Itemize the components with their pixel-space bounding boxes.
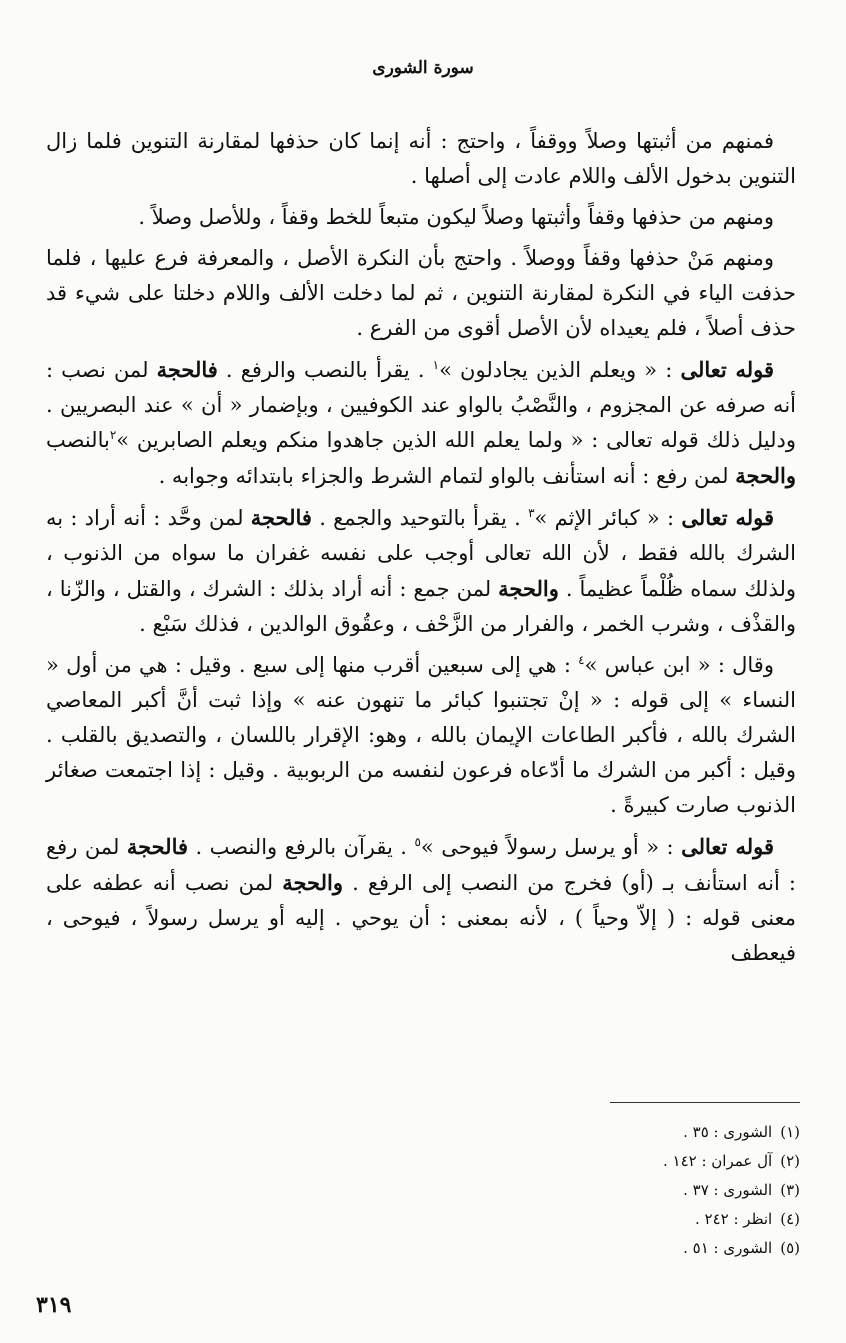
text-span: لمن وحَّد : أنه أراد : — [70, 506, 244, 530]
footnotes — [500, 1118, 800, 1263]
footnote-text: الشورى : ٣٥ . — [683, 1123, 773, 1141]
text-span: لمن نصب أنه عطفه على معنى — [46, 871, 796, 930]
paragraph-3 — [46, 241, 796, 346]
keyword-qawluhu-taala: قوله تعالى — [681, 834, 774, 859]
paragraph-4 — [46, 352, 796, 494]
text-span: لمن رفع : — [46, 835, 796, 895]
keyword-hujja: والحجة — [282, 870, 343, 895]
keyword-hujja: فالحجة — [250, 505, 312, 530]
text-line: بالله ، فأكبر الطاعات الإيمان بالله ، وهو: الإقرار باللسان ، والتصديق بالقلب . وقيل : — [46, 723, 796, 782]
footnote-number: (١) — [780, 1123, 800, 1141]
page-number: ٣١٩ — [36, 1292, 72, 1318]
footnote-ref: ١ — [432, 358, 440, 372]
footnote-text: الشورى : ٥١ . — [683, 1239, 773, 1257]
paragraph-6 — [46, 648, 796, 823]
text-span: لمن جمع : أنه أراد بذلك : الشرك ، والقتل ، والزّنا ، والقذْف ، — [46, 577, 796, 636]
main-text — [46, 124, 796, 977]
text-line: أكبر من الشرك ما أدّعاه فرعون لنفسه من الربوبية . وقيل : إذا اجتمعت صغائر الذنوب — [46, 758, 796, 817]
footnote-item — [500, 1147, 800, 1176]
footnote-ref: ٤ — [578, 653, 585, 667]
footnote-text: انظر : ٢٤٢ . — [694, 1210, 773, 1228]
text-span: سماه ظُلْماً عظيماً . — [565, 577, 738, 601]
footnote-item — [500, 1205, 800, 1234]
text-span: . يقرآن بالرفع والنصب . — [195, 835, 407, 859]
text-line: صارت كبيرةً . — [610, 793, 730, 817]
text-line: « النساء » إلى قوله : « إنْ تجتنبوا كبائر ما تنهون عنه » وإذا ثبت أنَّ أكبر المعاصي الشرك — [46, 653, 796, 747]
text-line: أصلاً ، فلم يعيداه لأن الأصل أقوى من الفرع . — [356, 316, 744, 340]
keyword-hujja: والحجة — [498, 576, 559, 601]
paragraph-5 — [46, 500, 796, 642]
keyword-hujja: والحجة — [735, 463, 796, 488]
text-line: ومنهم من حذفها وقفاً وأثبتها وصلاً ليكون متبعاً للخط وقفاً ، وللأصل وصلاً . — [138, 205, 774, 229]
footnote-text: الشورى : ٣٧ . — [683, 1181, 773, 1199]
text-line: التنوين بدخول الألف واللام عادت إلى أصلها . — [410, 164, 796, 188]
text-span: لمن نصب : — [46, 358, 149, 382]
text-span: : « ويعلم الذين يجادلون » — [439, 358, 673, 382]
footnote-item — [500, 1234, 800, 1263]
text-span: : هي إلى سبعين أقرب منها إلى سبع . وقيل : هي من أول — [66, 653, 571, 677]
footnote-ref: ٢ — [109, 428, 117, 442]
page-header-surah-title: سورة الشورى — [372, 58, 474, 78]
footnote-number: (٤) — [780, 1210, 800, 1228]
text-span: لمن رفع : أنه استأنف بالواو لتمام الشرط والجزاء بابتدائه وجوابه . — [158, 464, 729, 488]
text-line: قوله : ( إلاّ وحياً ) ، لأنه بمعنى : أن يوحي . إليه أو يرسل رسولاً ، فيوحى ، فيعطف — [46, 906, 796, 965]
text-line: فمنهم من أثبتها وصلاً ووقفاً ، واحتج : أنه إنما كان حذفها لمقارنة التنوين فلما زال — [46, 129, 774, 153]
keyword-qawluhu-taala: قوله تعالى — [680, 357, 774, 382]
text-line: وشرب الخمر ، والفرار من الزَّحْف ، وعقُوق الوالدين ، فذلك سَبْع . — [139, 612, 711, 636]
text-span: . يقرأ بالنصب والرفع . — [225, 358, 425, 382]
text-span: . يقرأ بالتوحيد والجمع . — [319, 506, 521, 530]
footnote-item — [500, 1118, 800, 1147]
text-span: : « كبائر الإثم » — [534, 506, 675, 530]
text-span: بالنصب — [46, 428, 110, 452]
footnote-number: (٥) — [780, 1239, 800, 1257]
footnote-item — [500, 1176, 800, 1205]
footnote-ref: ٣ — [528, 506, 535, 520]
footnote-ref: ٥ — [414, 835, 421, 849]
text-span: أنه استأنف بـ (أو) فخرج من النصب إلى الرفع . — [352, 871, 780, 895]
text-line: به الشرك بالله فقط ، لأن الله تعالى أوجب على نفسه غفران ما سواه من الذنوب ، ولذلك — [46, 506, 797, 601]
keyword-hujja: فالحجة — [126, 834, 189, 859]
text-span: : « أو يرسل رسولاً فيوحى » — [420, 835, 674, 859]
paragraph-2 — [46, 200, 796, 235]
text-line: أنه صرفه عن المجزوم ، والنَّصْبُ بالواو عند الكوفيين ، وبإضمار « أن » عند البصريين . — [46, 393, 796, 417]
keyword-hujja: فالحجة — [156, 357, 218, 382]
text-span: ودليل ذلك قوله تعالى : « ولما يعلم الله الذين جاهدوا منكم ويعلم الصابرين » — [116, 428, 796, 452]
paragraph-1 — [46, 124, 796, 194]
text-line: حذفت الياء في النكرة لمقارنة التنوين ، ثم لما دخلت الألف واللام دخلتا على شيء قد حذف — [46, 281, 796, 340]
paragraph-7 — [46, 829, 796, 971]
keyword-qawluhu-taala: قوله تعالى — [681, 505, 775, 530]
footnote-text: آل عمران : ١٤٢ . — [662, 1152, 773, 1170]
footnote-number: (٢) — [780, 1152, 800, 1170]
text-span: وقال : « ابن عباس » — [584, 653, 774, 677]
footnote-number: (٣) — [780, 1181, 800, 1199]
footnote-divider — [610, 1102, 800, 1103]
text-line: ومنهم مَنْ حذفها وقفاً ووصلاً . واحتج بأن النكرة الأصل ، والمعرفة فرع عليها ، فلما — [46, 246, 774, 270]
